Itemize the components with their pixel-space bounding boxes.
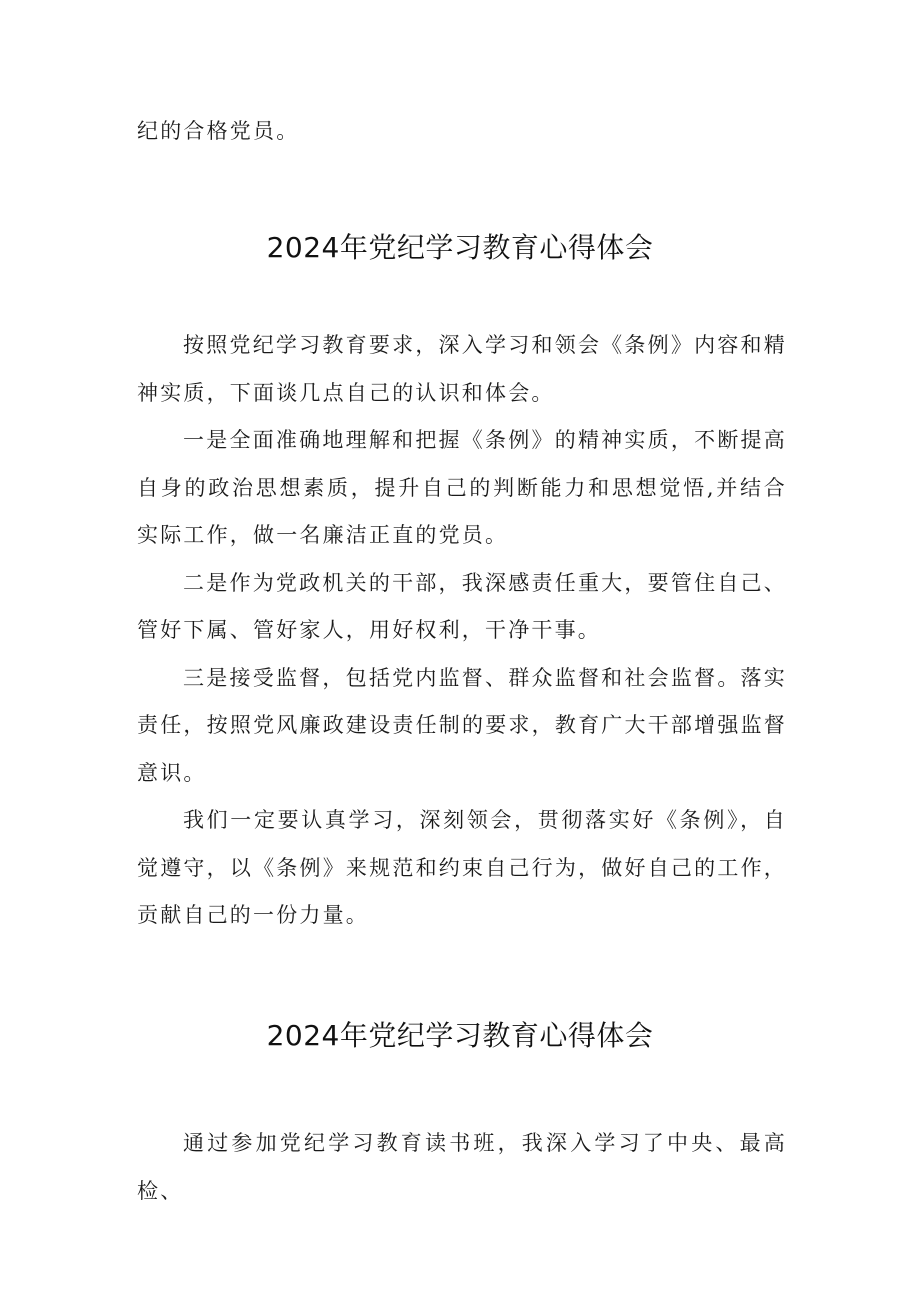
- section-1-paragraph-2: 一是全面准确地理解和把握《条例》的精神实质，不断提高自身的政治思想素质，提升自己的判断能力和思想觉悟,并结合实际工作，做一名廉洁正直的党员。: [137, 428, 787, 547]
- section-1-paragraph-1: 按照党纪学习教育要求，深入学习和领会《条例》内容和精神实质，下面谈几点自己的认识和体会。: [137, 333, 787, 405]
- continuation-block: [137, 108, 787, 156]
- section-1-paragraph-4: 三是接受监督，包括党内监督、群众监督和社会监督。落实责任，按照党风廉政建设责任制的要求，教育广大干部增强监督意识。: [137, 665, 787, 785]
- section-2-body: [137, 1120, 787, 1215]
- section-2-title: 2024年党纪学习教育心得体会: [266, 1019, 654, 1052]
- section-1-body: [137, 322, 787, 940]
- continuation-paragraph: 纪的合格党员。: [137, 119, 300, 143]
- section-1-paragraph-5: 我们一定要认真学习，深刻领会，贯彻落实好《条例》，自觉遵守，以《条例》来规范和约束自己行为，做好自己的工作，贡献自己的一份力量。: [137, 808, 787, 927]
- section-2-paragraph-1: 通过参加党纪学习教育读书班，我深入学习了中央、最高检、: [137, 1131, 787, 1203]
- section-1-paragraph-3: 二是作为党政机关的干部，我深感责任重大，要管住自己、管好下属、管好家人，用好权利，干净干事。: [137, 570, 787, 642]
- section-1-title: 2024年党纪学习教育心得体会: [266, 231, 654, 264]
